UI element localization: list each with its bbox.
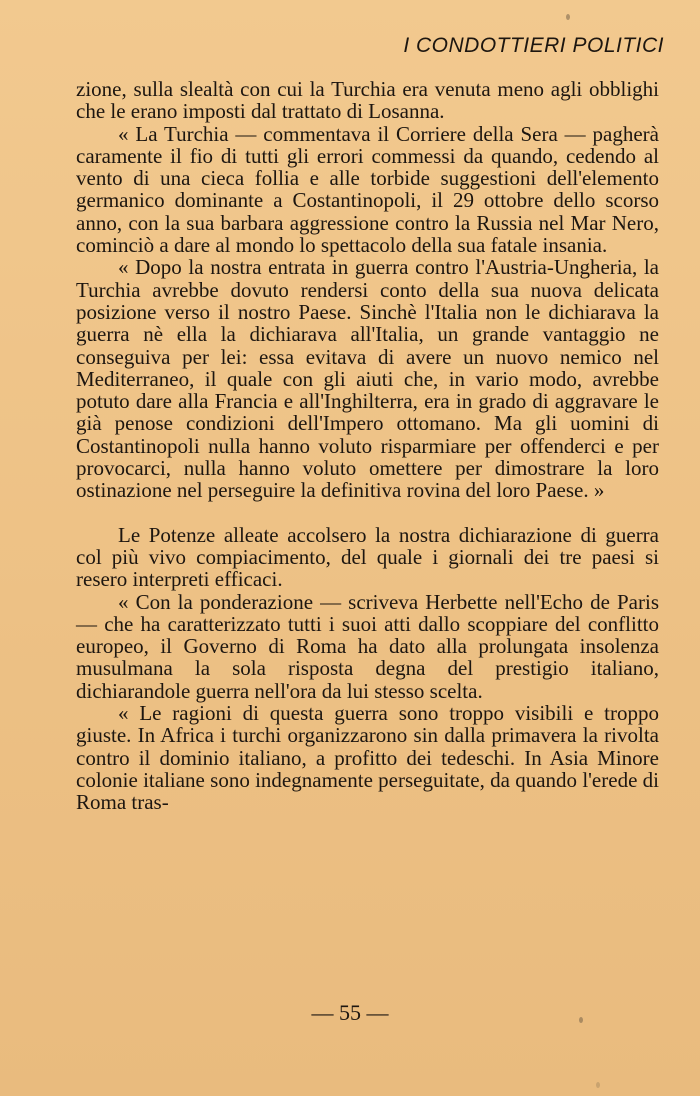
paragraph: « La Turchia — commentava il Corriere della Sera — pagherà caramente il fio di tutti gli errori commessi da quando, cedendo al vento di una cieca follia e alle torbide suggestioni dell'elemento germanico dominante a Costantinopoli, il 29 ottobre dello scorso anno, con la sua barbara aggressione contro la Russia nel Mar Nero, cominciò a dare al mondo lo spettacolo della sua fatale insania. [76,121,659,258]
body-text [76,78,659,814]
paragraph: zione, sulla slealtà con cui la Turchia era venuta meno agli obblighi che le erano imposti dal trattato di Losanna. [76,77,659,124]
paragraph: « Dopo la nostra entrata in guerra contro l'Austria-Ungheria, la Turchia avrebbe dovuto rendersi conto della sua nuova delicata posizione verso il nostro Paese. Sinchè l'Italia non le dichiarava la guerra nè ella la dichiarava all'Italia, un grande vantaggio ne conseguiva per lei: essa evitava di avere un nuovo nemico nel Mediterraneo, il quale con gli aiuti che, in vario modo, avrebbe potuto dare alla Francia e all'Inghilterra, era in grado di aggravare le già penose condizioni dell'Impero ottomano. Ma gli uomini di Costantinopoli nulla hanno voluto risparmiare per offenderci e per provocarci, nulla hanno voluto omettere per dimostrare la loro ostinazione nel perseguire la definitiva rovina del loro Paese. » [76,255,659,503]
paragraph: « Con la ponderazione — scriveva Herbette nell'Echo de Paris — che ha caratterizzato tutti i suoi atti dallo scoppiare del conflitto europeo, il Governo di Roma ha dato alla prolungata insolenza musulmana la sola risposta degna del prestigio italiano, dichiarandole guerra nell'ora da lui stesso scelta. [76,589,659,703]
running-head: I CONDOTTIERI POLITICI [403,34,664,57]
paragraph: « Le ragioni di questa guerra sono troppo visibili e troppo giuste. In Africa i turchi organizzarono sin dalla primavera la rivolta contro il dominio italiano, a profitto dei tedeschi. In Asia Minore colonie italiane sono indegnamente perseguitate, da quando l'erede di Roma tras- [76,701,659,815]
ink-speck [566,14,570,20]
page-number: — 55 — [311,1000,389,1025]
ink-speck [596,1082,600,1088]
paragraph: Le Potenze alleate accolsero la nostra dichiarazione di guerra col più vivo compiacimento, del quale i giornali dei tre paesi si resero interpreti efficaci. [76,522,659,592]
